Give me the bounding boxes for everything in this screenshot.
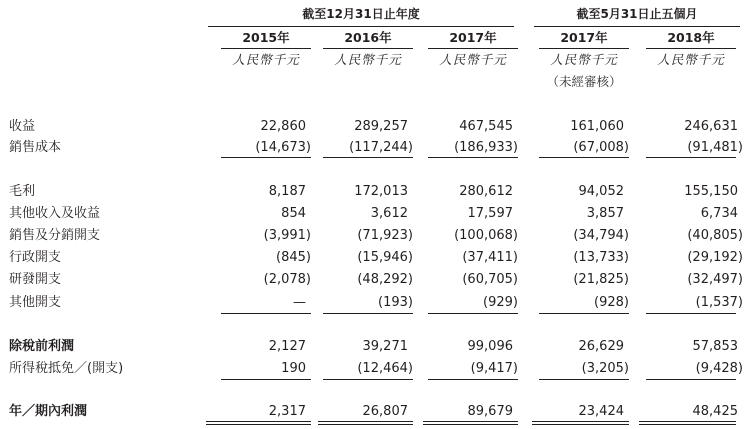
row-label-income-tax: 所得稅抵免／(開支) — [9, 361, 124, 376]
cell: 6,734 — [700, 206, 738, 221]
cell: (13,733) — [573, 250, 629, 265]
cell: (9,417) — [470, 361, 518, 376]
cell: 26,629 — [578, 339, 624, 354]
cell: 23,424 — [578, 404, 624, 419]
total-double-rule — [532, 424, 629, 425]
cell: 39,271 — [362, 339, 408, 354]
subtotal-rule — [221, 157, 311, 158]
cell: (117,244) — [349, 140, 413, 155]
cell: 172,013 — [354, 184, 408, 199]
subtotal-rule — [323, 313, 413, 314]
row-label-profit-before-tax: 除稅前利潤 — [9, 339, 75, 354]
cell: (60,705) — [462, 272, 518, 287]
cell: (67,008) — [573, 140, 629, 155]
cell: (34,794) — [573, 228, 629, 243]
row-label-other-expenses: 其他開支 — [9, 295, 62, 310]
cell: (71,923) — [357, 228, 413, 243]
cell: (15,946) — [357, 250, 413, 265]
total-double-rule — [639, 424, 736, 425]
cell: (91,481) — [687, 140, 743, 155]
period-header-rule — [208, 26, 514, 27]
cell: 94,052 — [578, 184, 624, 199]
cell: 22,860 — [260, 119, 306, 134]
total-double-rule — [206, 421, 311, 422]
cell: (29,192) — [687, 250, 743, 265]
column-currency: 人民幣千元 — [550, 52, 618, 67]
unaudited-note: （未經審核） — [546, 74, 622, 89]
row-label-gross-profit: 毛利 — [9, 184, 36, 199]
cell: (845) — [276, 250, 311, 265]
cell: (12,464) — [357, 361, 413, 376]
subtotal-rule — [539, 157, 629, 158]
row-label-rd-expenses: 研發開支 — [9, 272, 62, 287]
subtotal-rule — [646, 379, 736, 380]
column-rule — [428, 48, 518, 49]
cell: (32,497) — [687, 272, 743, 287]
cell: 854 — [281, 206, 306, 221]
cell: 190 — [281, 361, 306, 376]
cell: 8,187 — [268, 184, 306, 199]
cell: 26,807 — [362, 404, 408, 419]
cell: — — [293, 295, 306, 310]
row-label-other-income: 其他收入及收益 — [9, 206, 101, 221]
cell: (2,078) — [263, 272, 311, 287]
subtotal-rule — [428, 157, 518, 158]
column-currency: 人民幣千元 — [232, 52, 300, 67]
cell: (14,673) — [255, 140, 311, 155]
subtotal-rule — [646, 157, 736, 158]
cell: 57,853 — [692, 339, 738, 354]
column-rule — [221, 48, 311, 49]
total-double-rule — [318, 421, 413, 422]
cell: 99,096 — [467, 339, 513, 354]
row-label-admin-expenses: 行政開支 — [9, 250, 62, 265]
cell: (9,428) — [695, 361, 743, 376]
column-currency: 人民幣千元 — [657, 52, 725, 67]
period-header-rule — [534, 26, 740, 27]
cell: 289,257 — [354, 119, 408, 134]
cell: (1,537) — [695, 295, 743, 310]
cell: (929) — [483, 295, 518, 310]
column-year: 2018年 — [667, 30, 715, 45]
cell: (3,991) — [263, 228, 311, 243]
total-double-rule — [318, 424, 413, 425]
total-double-rule — [423, 421, 518, 422]
subtotal-rule — [221, 379, 311, 380]
row-label-selling-expenses: 銷售及分銷開支 — [9, 228, 101, 243]
total-double-rule — [423, 424, 518, 425]
column-year: 2015年 — [242, 30, 290, 45]
subtotal-rule — [428, 379, 518, 380]
cell: (21,825) — [573, 272, 629, 287]
cell: (40,805) — [687, 228, 743, 243]
cell: 155,150 — [684, 184, 738, 199]
column-year: 2017年 — [449, 30, 497, 45]
cell: 17,597 — [467, 206, 513, 221]
subtotal-rule — [539, 313, 629, 314]
cell: 48,425 — [692, 404, 738, 419]
cell: (193) — [378, 295, 413, 310]
cell: (100,068) — [454, 228, 518, 243]
cell: 280,612 — [459, 184, 513, 199]
cell: 3,612 — [370, 206, 408, 221]
column-year: 2016年 — [344, 30, 392, 45]
subtotal-rule — [539, 379, 629, 380]
cell: (186,933) — [454, 140, 518, 155]
subtotal-rule — [323, 157, 413, 158]
subtotal-rule — [323, 379, 413, 380]
row-label-cost-of-sales: 銷售成本 — [9, 140, 62, 155]
subtotal-rule — [428, 313, 518, 314]
cell: 246,631 — [684, 119, 738, 134]
total-double-rule — [639, 421, 736, 422]
column-currency: 人民幣千元 — [439, 52, 507, 67]
row-label-revenue: 收益 — [9, 119, 36, 134]
cell: 89,679 — [467, 404, 513, 419]
column-rule — [323, 48, 413, 49]
total-double-rule — [206, 424, 311, 425]
row-label-profit-for-period: 年／期內利潤 — [9, 404, 88, 419]
cell: 467,545 — [459, 119, 513, 134]
total-double-rule — [532, 421, 629, 422]
column-rule — [539, 48, 629, 49]
cell: 2,127 — [268, 339, 306, 354]
period-header-five-months: 截至5月31日止五個月 — [576, 7, 698, 21]
period-header-year-ended: 截至12月31日止年度 — [302, 7, 420, 21]
column-year: 2017年 — [560, 30, 608, 45]
subtotal-rule — [221, 313, 311, 314]
subtotal-rule — [646, 313, 736, 314]
column-currency: 人民幣千元 — [334, 52, 402, 67]
column-rule — [646, 48, 736, 49]
cell: (37,411) — [462, 250, 518, 265]
cell: 3,857 — [586, 206, 624, 221]
cell: 161,060 — [570, 119, 624, 134]
cell: (928) — [594, 295, 629, 310]
cell: 2,317 — [268, 404, 306, 419]
cell: (48,292) — [357, 272, 413, 287]
cell: (3,205) — [581, 361, 629, 376]
